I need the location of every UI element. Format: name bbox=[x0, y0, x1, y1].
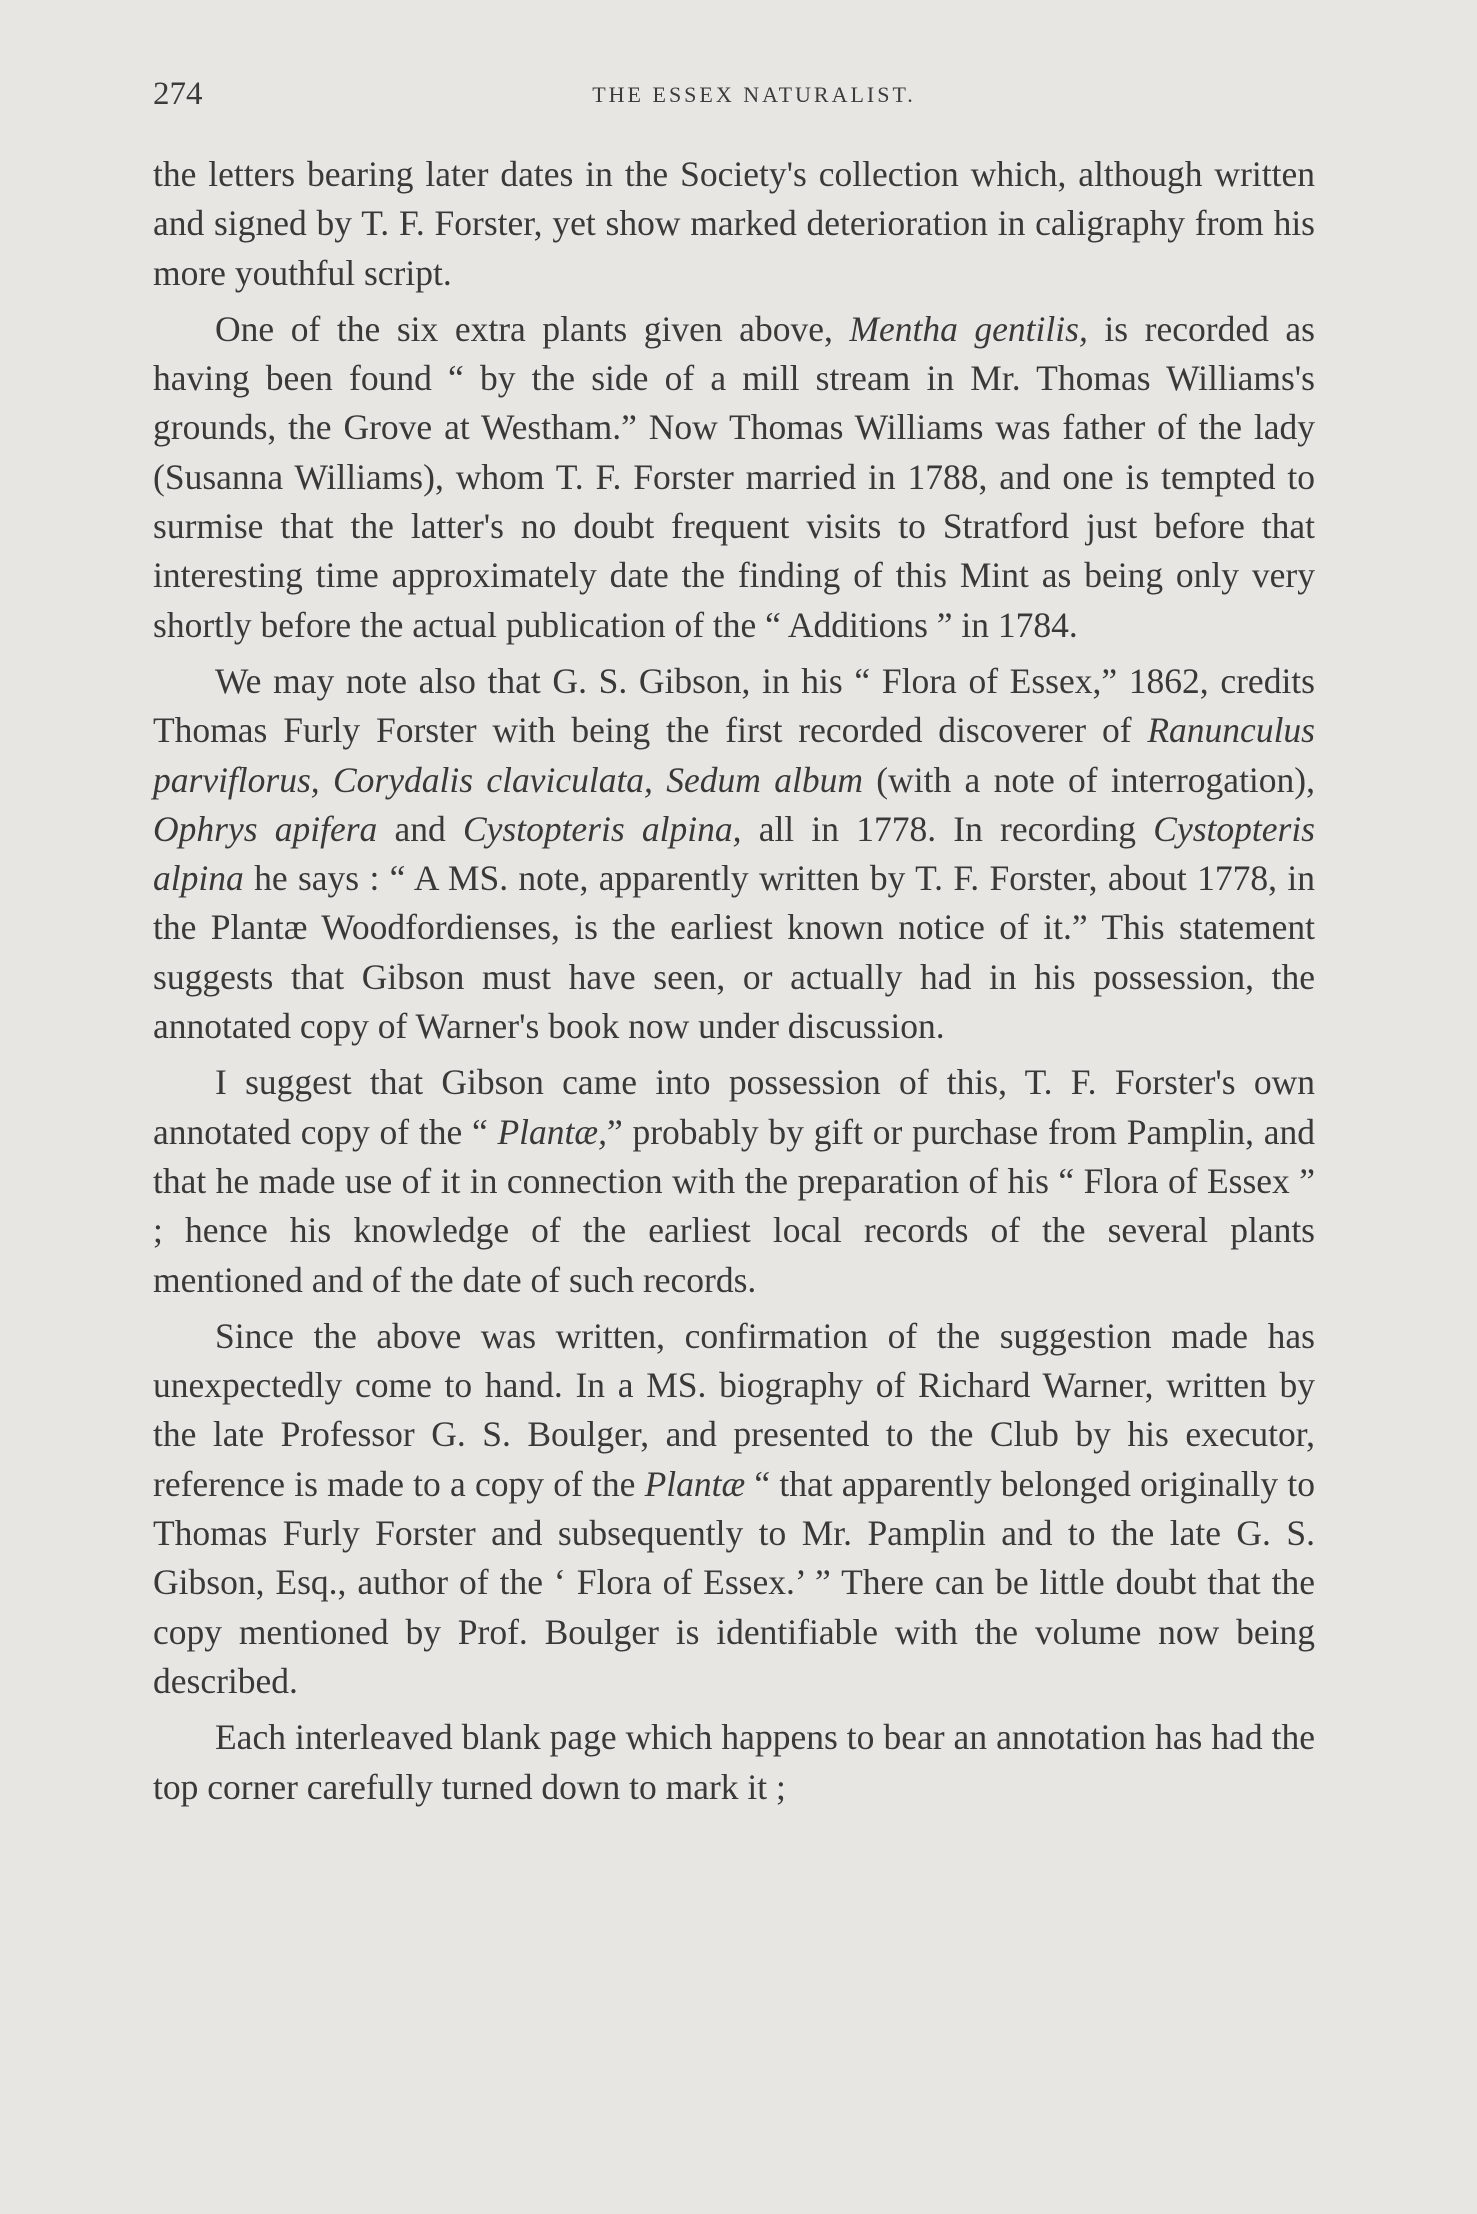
paragraph-3 bbox=[153, 657, 1315, 1051]
species-name: Cystopteris alpina bbox=[153, 808, 1315, 899]
text-segment: all in 1778. In recording bbox=[741, 808, 1154, 849]
text-segment: the letters bearing later dates in the Society's collection which, although written and signed by T. F. Forster, yet show marked deterioration in caligraphy from his more youthful script. bbox=[153, 154, 1315, 293]
species-name: Ophrys apifera bbox=[153, 808, 378, 849]
text-segment: is recorded as having been found “ by the side of a mill stream in Mr. Thomas Williams's grounds, the Grove at Westham.” Now Thomas Williams was father of the lady (Susanna Williams), whom T. F. Forster married in 1788, and one is tempted to surmise that the latter's no doubt frequent visits to Stratford just before that interesting time approximately date the finding of this Mint as being only very shortly before the actual publication of the “ Additions ” in 1784. bbox=[153, 308, 1315, 645]
text-segment: and bbox=[377, 808, 463, 849]
text-segment: “ that apparently belonged originally to Thomas Furly Forster and subsequently to Mr. Pamplin and to the late G. S. Gibson, Esq., author of the ‘ Flora of Essex.’ ” There can be little doubt that the copy mentioned by Prof. Boulger is identifiable with the volume now being described. bbox=[153, 1463, 1315, 1701]
species-name: Cystopteris alpina, bbox=[462, 808, 742, 849]
running-head bbox=[153, 76, 1315, 116]
body-text bbox=[153, 150, 1315, 1819]
text-segment: (with a note of interrogation), bbox=[862, 759, 1315, 800]
paragraph-4 bbox=[153, 1058, 1315, 1304]
page-number: 274 bbox=[153, 76, 203, 112]
text-segment: ” probably by gift or purchase from Pamplin, and that he made use of it in connection with the preparation of his “ Flora of Essex ” ; hence his knowledge of the earliest local records of the several plants mentioned and of the date of such records. bbox=[153, 1111, 1315, 1300]
paragraph-5 bbox=[153, 1312, 1315, 1706]
text-segment: he says : “ A MS. note, apparently written by T. F. Forster, about 1778, in the Plantæ Woodfordienses, is the earliest known notice of it.” This statement suggests that Gibson must have seen, or actually had in his possession, the annotated copy of Warner's book now under discussion. bbox=[153, 858, 1315, 1047]
book-title: Plantæ bbox=[644, 1463, 746, 1504]
text-segment: Since the above was written, confirmation of the suggestion made has unexpectedly come to hand. In a MS. biography of Richard Warner, written by the late Professor G. S. Boulger, and presented to the Club by his executor, reference is made to a copy of the bbox=[153, 1315, 1315, 1504]
book-title: Plantæ, bbox=[497, 1111, 607, 1152]
species-name: Ranunculus parviflorus, Corydalis claviculata, Sedum album bbox=[153, 710, 1315, 800]
text-segment: One of the six extra plants given above, bbox=[215, 308, 850, 349]
text-segment: I suggest that Gibson came into possession of this, T. F. Forster's own annotated copy of the “ bbox=[153, 1062, 1315, 1152]
text-segment: Each interleaved blank page which happens to bear an annotation has had the top corner carefully turned down to mark it ; bbox=[153, 1717, 1315, 1807]
paragraph-6 bbox=[153, 1713, 1315, 1812]
paragraph-2 bbox=[153, 305, 1315, 650]
species-name: Mentha gentilis, bbox=[849, 308, 1088, 349]
paragraph-1 bbox=[153, 150, 1315, 298]
text-segment: We may note also that G. S. Gibson, in his “ Flora of Essex,” 1862, credits Thomas Furly Forster with being the first recorded discoverer of bbox=[153, 660, 1315, 751]
running-title: THE ESSEX NATURALIST. bbox=[592, 82, 916, 107]
